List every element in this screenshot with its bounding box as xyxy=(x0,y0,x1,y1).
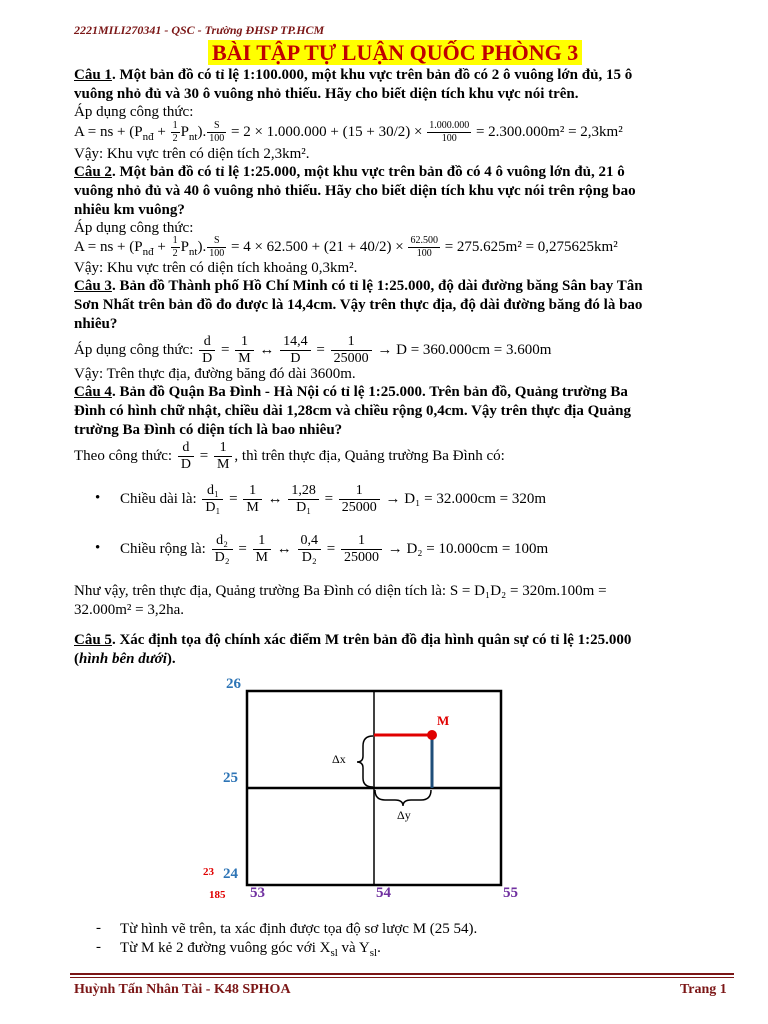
q2-formula: A = ns + ($P_{nđ}$ + $\frac{1}{2}$ $P_{nt}$). $\frac{S}{100}$ = 4 × 62.500 + (21 + 40/2) × $\frac{62.500}{100}$ = 275.625m² = 0,275625km² xyxy=(74,235,618,260)
q4-label: Câu 4 xyxy=(74,384,112,400)
ylabel-25: 25 xyxy=(223,770,238,786)
q3-formula: Áp dụng công thức: $\frac{d}{D}$ = $\frac{1}{M}$ ↔ $\frac{14,4}{D}$ = $\frac{1}{25000}$ → D = 360.000cm = 3.600m xyxy=(74,334,552,367)
q4-conclusion-2: 32.000m² = 3,2ha. xyxy=(74,602,185,618)
q4-line-3: trường Ba Đình có diện tích là bao nhiêu? xyxy=(74,422,343,438)
footer-rule xyxy=(70,973,734,975)
bullet-icon: • xyxy=(95,490,101,506)
q1-line-2: vuông nhỏ đủ và 30 ô vuông nhỏ thiếu. Hãy cho biết diện tích khu vực nói trên. xyxy=(74,86,579,102)
bullet-icon: • xyxy=(95,540,101,556)
dy-label: Δy xyxy=(397,808,411,822)
page-title: BÀI TẬP TỰ LUẬN QUỐC PHÒNG 3 xyxy=(208,40,582,65)
document-header: 2221MILI270341 - QSC - Trường ĐHSP TP.HCM xyxy=(74,23,325,37)
point-m-label: M xyxy=(437,713,450,728)
q5-step-1: Từ hình vẽ trên, ta xác định được tọa độ sơ lược M (25 54). xyxy=(120,921,478,937)
q3-line-1: Câu 3. Bản đồ Thành phố Hồ Chí Minh có tỉ lệ 1:25.000, độ dài đường băng Sân bay Tân xyxy=(74,278,643,294)
q1-conclusion: Vậy: Khu vực trên có diện tích 2,3km². xyxy=(74,146,310,162)
q3-conclusion: Vậy: Trên thực địa, đường băng đó dài 3600m. xyxy=(74,366,356,382)
point-m xyxy=(427,730,437,740)
ylabel-26: 26 xyxy=(226,676,241,692)
footer-rule-thin xyxy=(70,977,734,978)
q5-label: Câu 5 xyxy=(74,632,112,648)
q3-line-3: nhiêu? xyxy=(74,316,118,332)
q4-conclusion-1: Như vậy, trên thực địa, Quảng trường Ba Đình có diện tích là: S = D₁D₂ = 320m.100m = xyxy=(74,583,607,599)
q3-label: Câu 3 xyxy=(74,278,112,294)
dash-marker: - xyxy=(96,939,101,955)
q2-line-2: vuông nhỏ đủ và 40 ô vuông nhỏ thiếu. Hãy cho biết diện tích khu vực nói trên rộng bao xyxy=(74,183,636,199)
dx-label: Δx xyxy=(332,752,346,766)
footer-page-number: Trang 1 xyxy=(680,982,727,997)
q4-bullet-length: Chiều dài là: $\frac{\text{d₁}}{\text{D₁}}$ = $\frac{1}{M}$ ↔ $\frac{1,28}{\text{D₁}}$ = $\frac{1}{25000}$ → D₁ = 32.000cm = 320m xyxy=(120,483,547,516)
q2-line-3: nhiêu km vuông? xyxy=(74,202,185,218)
q1-label: Câu 1 xyxy=(74,67,112,83)
xlabel-55: 55 xyxy=(503,885,518,901)
q5-step-2: Từ M kẻ 2 đường vuông góc với $X_{sl}$ và $Y_{sl}$. xyxy=(120,940,381,959)
dash-marker: - xyxy=(96,920,101,936)
q4-theo: Theo công thức: $\frac{d}{D}$ = $\frac{1}{M}$ , thì trên thực địa, Quảng trường Ba Đình có: xyxy=(74,440,505,473)
q2-conclusion: Vậy: Khu vực trên có diện tích khoảng 0,3km². xyxy=(74,260,358,276)
q4-line-2: Đình có hình chữ nhật, chiều dài 1,28cm và chiều rộng 0,4cm. Vậy trên thực địa Quảng xyxy=(74,403,631,419)
xlabel-53: 53 xyxy=(250,885,265,901)
q2-label: Câu 2 xyxy=(74,164,112,180)
dy-brace xyxy=(375,790,431,806)
q5-line-2: (hình bên dưới). xyxy=(74,651,176,667)
q1-formula: A = ns + ($P_{nđ}$ + $\frac{1}{2}$ $P_{nt}$). $\frac{S}{100}$ = 2 × 1.000.000 + (15 + 30/2) × $\frac{1.000.000}{100}$ = 2.300.000m² = 2,3km² xyxy=(74,120,623,145)
label-185: 185 xyxy=(209,889,226,901)
q3-line-2: Sơn Nhất trên bản đồ đo được là 14,4cm. Vậy trên thực địa, độ dài đường băng đó là bao xyxy=(74,297,643,313)
q2-apply: Áp dụng công thức: xyxy=(74,220,194,236)
footer-author: Huỳnh Tấn Nhân Tài - K48 SPHOA xyxy=(74,982,291,997)
q2-line-1: Câu 2. Một bản đồ có tỉ lệ 1:25.000, một khu vực trên bản đồ có 4 ô vuông lớn đủ, 21 ô xyxy=(74,164,625,180)
q1-line-1: Câu 1. Một bản đồ có tỉ lệ 1:100.000, một khu vực trên bản đồ có 2 ô vuông lớn đủ, 15 ô xyxy=(74,67,633,83)
ylabel-24: 24 xyxy=(223,866,238,882)
xlabel-54: 54 xyxy=(376,885,391,901)
q4-line-1: Câu 4. Bản đồ Quận Ba Đình - Hà Nội có tỉ lệ 1:25.000. Trên bản đồ, Quảng trường Ba xyxy=(74,384,628,400)
dx-brace xyxy=(357,736,373,787)
q4-bullet-width: Chiều rộng là: $\frac{\text{d₂}}{\text{D₂}}$ = $\frac{1}{M}$ ↔ $\frac{0,4}{\text{D₂}}$ = $\frac{1}{25000}$ → D₂ = 10.000cm = 100m xyxy=(120,533,549,566)
q1-apply: Áp dụng công thức: xyxy=(74,104,194,120)
q5-line-1: Câu 5. Xác định tọa độ chính xác điểm M trên bản đồ địa hình quân sự có tỉ lệ 1:25.000 xyxy=(74,632,632,648)
label-23: 23 xyxy=(203,866,214,878)
